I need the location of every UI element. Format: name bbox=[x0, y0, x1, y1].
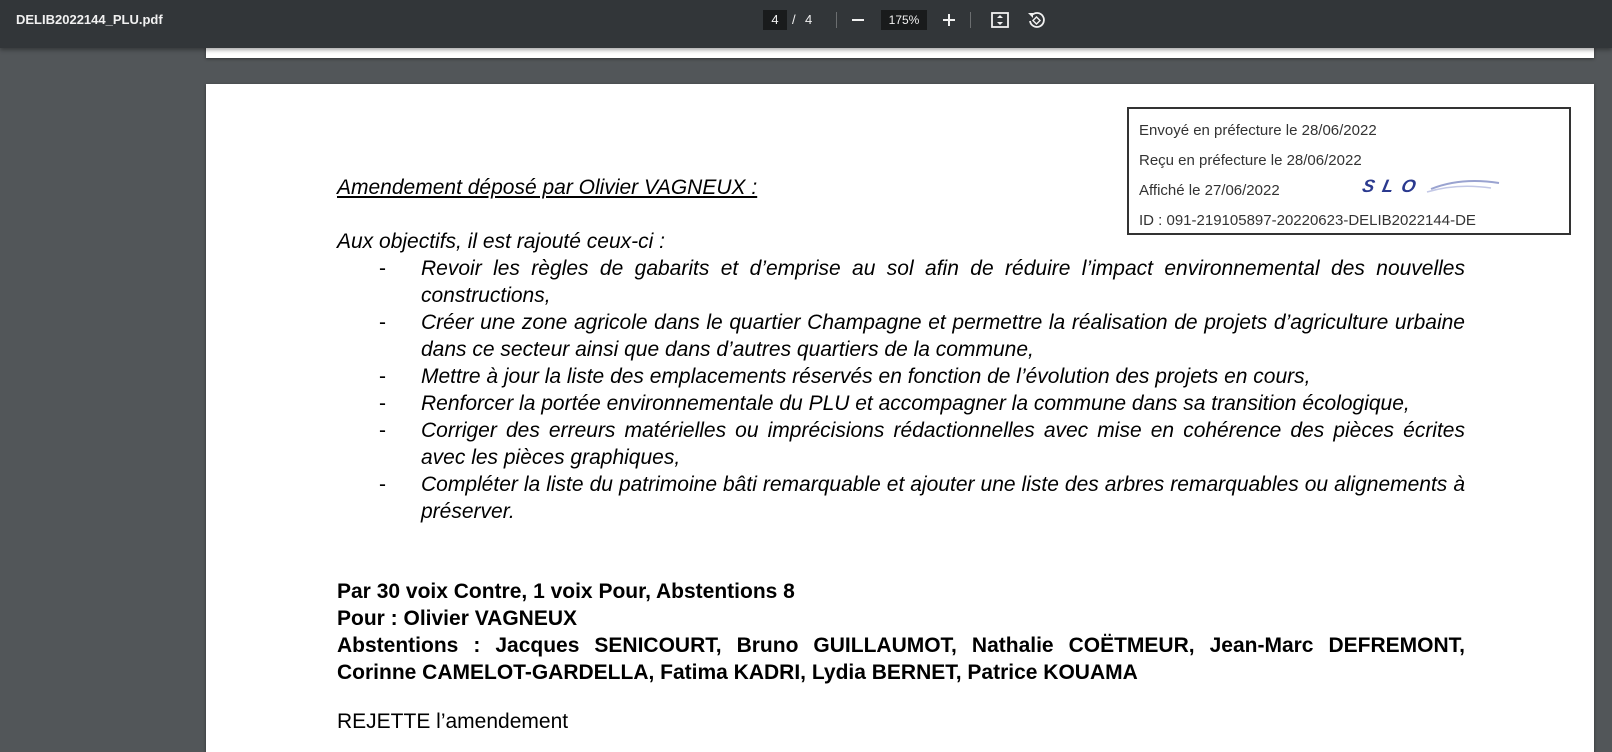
stamp-sent-date: Envoyé en préfecture le 28/06/2022 bbox=[1139, 122, 1377, 139]
total-pages: 4 bbox=[805, 12, 813, 27]
vote-for: Pour : Olivier VAGNEUX bbox=[337, 607, 577, 630]
fit-page-icon bbox=[990, 10, 1010, 30]
amendment-heading: Amendement déposé par Olivier VAGNEUX : bbox=[337, 176, 758, 199]
objective-text: Créer une zone agricole dans le quartier Champagne et permettre la réalisation de projets d’agriculture urbaine dans ce secteur ainsi que dans d’autres quartiers de la commune, bbox=[421, 311, 1465, 361]
toolbar-divider bbox=[970, 12, 971, 28]
amendment-intro: Aux objectifs, il est rajouté ceux-ci : bbox=[337, 230, 665, 253]
objective-text: Corriger des erreurs matérielles ou imprécisions rédactionnelles avec mise en cohérence des pièces écrites avec les pièces graphiques, bbox=[421, 419, 1465, 469]
list-item bbox=[337, 309, 1465, 363]
list-item bbox=[337, 255, 1465, 309]
page-separator: / bbox=[792, 12, 796, 27]
vote-count: Par 30 voix Contre, 1 voix Pour, Abstentions 8 bbox=[337, 580, 795, 603]
list-item bbox=[337, 417, 1465, 471]
vote-result-block bbox=[337, 578, 1465, 686]
bullet-dash: - bbox=[379, 311, 386, 334]
stamp-received-date: Reçu en préfecture le 28/06/2022 bbox=[1139, 152, 1362, 169]
vote-abstentions: Abstentions : Jacques SENICOURT, Bruno GUILLAUMOT, Nathalie COËTMEUR, Jean-Marc DEFREMONT, Corinne CAMELOT-GARDELLA, Fatima KADRI, Lydia BERNET, Patrice KOUAMA bbox=[337, 634, 1465, 684]
rotate-button[interactable] bbox=[1024, 8, 1048, 32]
objective-text: Compléter la liste du patrimoine bâti remarquable et ajouter une liste des arbres remarquables ou alignements à préserver. bbox=[421, 473, 1465, 523]
toolbar-divider bbox=[836, 12, 837, 28]
decision-text: REJETTE l’amendement bbox=[337, 710, 569, 733]
objectives-list bbox=[337, 255, 1465, 525]
objective-text: Revoir les règles de gabarits et d’emprise au sol afin de réduire l’impact environnemental des nouvelles constructions, bbox=[421, 257, 1465, 307]
objective-text: Renforcer la portée environnementale du PLU et accompagner la commune dans sa transition écologique, bbox=[421, 392, 1410, 415]
stamp-id: ID : 091-219105897-20220623-DELIB2022144-DE bbox=[1139, 212, 1476, 229]
fit-to-page-button[interactable] bbox=[988, 8, 1012, 32]
stamp-posted-date: Affiché le 27/06/2022 bbox=[1139, 182, 1280, 199]
zoom-level-input[interactable]: 175% bbox=[881, 10, 927, 30]
zoom-in-button[interactable] bbox=[937, 8, 961, 32]
prefecture-stamp bbox=[1127, 107, 1571, 235]
slo-logo-icon bbox=[1361, 175, 1501, 197]
list-item bbox=[337, 390, 1465, 417]
page-number-input[interactable]: 4 bbox=[763, 10, 787, 30]
minus-icon bbox=[851, 13, 865, 27]
document-title: DELIB2022144_PLU.pdf bbox=[16, 12, 163, 27]
list-item bbox=[337, 363, 1465, 390]
svg-text:SLO: SLO bbox=[1361, 176, 1426, 196]
rotate-icon bbox=[1026, 10, 1046, 30]
objective-text: Mettre à jour la liste des emplacements réservés en fonction de l’évolution des projets en cours, bbox=[421, 365, 1311, 388]
pdf-toolbar bbox=[0, 0, 1612, 48]
list-item bbox=[337, 471, 1465, 525]
bullet-dash: - bbox=[379, 392, 386, 415]
zoom-out-button[interactable] bbox=[846, 8, 870, 32]
bullet-dash: - bbox=[379, 365, 386, 388]
bullet-dash: - bbox=[379, 257, 386, 280]
plus-icon bbox=[942, 13, 956, 27]
bullet-dash: - bbox=[379, 473, 386, 496]
bullet-dash: - bbox=[379, 419, 386, 442]
